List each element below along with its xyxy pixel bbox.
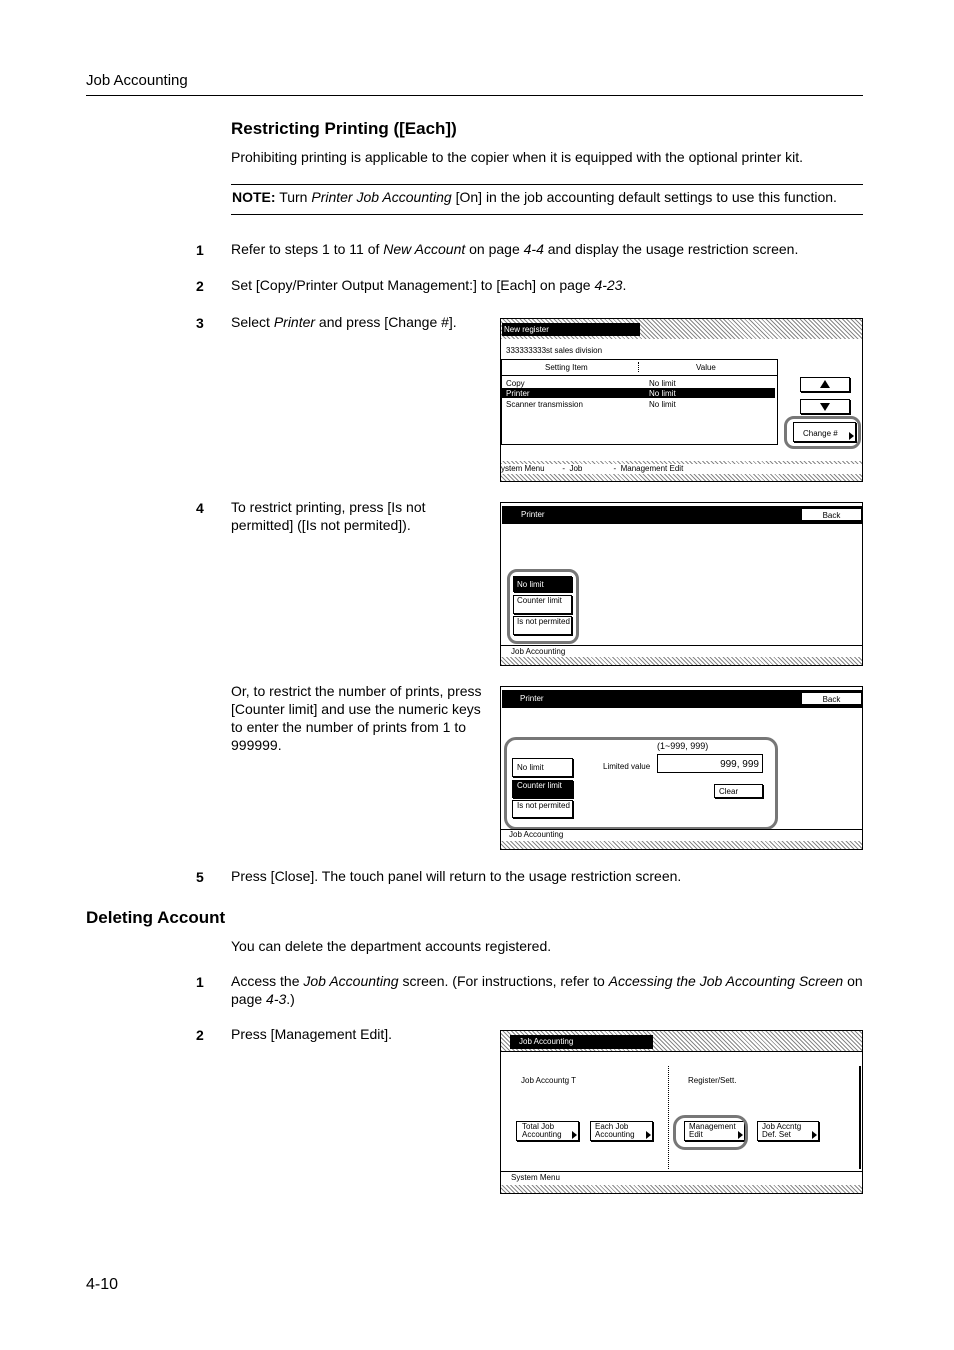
step-number: 4: [196, 500, 204, 516]
highlight-circle: [673, 1115, 748, 1150]
header-rule: [502, 375, 777, 376]
job-accounting-total-label: Job Accountg T: [521, 1076, 576, 1085]
del-step1-it3: 4-3: [266, 991, 287, 1007]
col-header-item: Setting Item: [545, 363, 588, 372]
total-job-accounting-button[interactable]: [516, 1121, 579, 1141]
step1-mid: on page: [465, 241, 524, 257]
each-job-accounting-button[interactable]: [590, 1121, 653, 1141]
col-header-value: Value: [696, 363, 716, 372]
range-hint: (1~999, 999): [657, 741, 709, 751]
highlight-circle: [784, 416, 861, 449]
no-limit-button[interactable]: No limit: [512, 758, 573, 777]
step-number: 1: [196, 974, 204, 990]
step-text: [231, 313, 491, 331]
step-number: 5: [196, 869, 204, 885]
col-divider: [638, 362, 639, 372]
step1-it2: 4-4: [523, 241, 544, 257]
page-number: 4-10: [86, 1276, 119, 1293]
highlight-circle: [507, 569, 579, 644]
row-value: No limit: [649, 400, 676, 409]
counter-limit-button[interactable]: Counter limit: [512, 780, 573, 798]
step1-it1: New Account: [383, 241, 466, 257]
is-not-permited-button[interactable]: Is not permited: [512, 800, 573, 818]
clear-button[interactable]: Clear: [714, 784, 763, 798]
selected-row[interactable]: [502, 388, 775, 398]
account-name: 333333333st sales division: [506, 346, 603, 355]
step-text: To restrict printing, press [Is not permitted] ([Is not permited]).: [231, 499, 426, 533]
restrict-intro: Prohibiting printing is applicable to the copier when it is equipped with the optional printer kit.: [231, 149, 804, 165]
limited-value-field[interactable]: 999, 999: [657, 754, 763, 773]
screen-title: New register: [502, 323, 640, 336]
section-title-restrict: Restricting Printing ([Each]): [231, 119, 457, 138]
row-value: No limit: [649, 389, 676, 398]
screen-printer-limit: [500, 502, 863, 666]
triangle-up-icon: [801, 378, 849, 391]
step-text: [231, 276, 863, 294]
title-rule: [501, 1051, 862, 1052]
scroll-up-button[interactable]: [800, 377, 850, 392]
row-value: No limit: [649, 379, 676, 388]
del-step1-it2: Accessing the Job Accounting Screen: [608, 973, 844, 989]
footer-label: Job Accounting: [509, 830, 564, 839]
screen-printer-counter: [500, 686, 863, 850]
del-step1-pre: Access the: [231, 973, 304, 989]
btn-label: Job Accntg Def. Set: [762, 1122, 802, 1139]
row-item[interactable]: Copy: [506, 379, 525, 388]
del-step1-mid: screen. (For instructions, refer to: [398, 973, 609, 989]
step2-pre: Set [Copy/Printer Output Management:] to [Each] on page: [231, 277, 595, 293]
delete-intro: You can delete the department accounts registered.: [231, 938, 552, 954]
del-step1-it1: Job Accounting: [303, 973, 399, 989]
note-post: [On] in the job accounting default settings to use this function.: [451, 189, 837, 205]
status-bar: [501, 1185, 862, 1193]
step-text: [231, 972, 863, 1008]
step-number: 2: [196, 278, 204, 294]
note-text: [232, 189, 837, 205]
section-title-delete: Deleting Account: [86, 908, 226, 927]
step2-it1: 4-23: [594, 277, 623, 293]
counter-limit-button[interactable]: Counter limit: [513, 595, 572, 614]
btn-label: Total Job Accounting: [522, 1122, 562, 1139]
step-text: [231, 240, 863, 258]
step1-post: and display the usage restriction screen.: [543, 241, 799, 257]
footer-rule: [501, 645, 862, 646]
is-not-permited-button[interactable]: Is not permited: [513, 616, 572, 635]
section-divider: [668, 1066, 669, 1169]
breadcrumb: ystem Menu - Job - Management Edit: [501, 464, 862, 474]
scroll-down-button[interactable]: [800, 399, 850, 414]
limited-value-label: Limited value: [603, 762, 651, 771]
footer-label: System Menu: [511, 1173, 560, 1182]
status-bar: [501, 841, 862, 849]
note-pre: Turn: [275, 189, 312, 205]
right-edge: [859, 1066, 861, 1169]
note-italic: Printer Job Accounting: [311, 189, 452, 205]
btn-label: Each Job Accounting: [595, 1122, 635, 1139]
triangle-down-icon: [801, 400, 849, 413]
arrow-right-icon: [572, 1131, 577, 1139]
step-text: Press [Close]. The touch panel will return to the usage restriction screen.: [231, 868, 682, 884]
no-limit-button[interactable]: No limit: [513, 576, 572, 592]
status-bar: [501, 657, 862, 665]
highlight-circle: [504, 737, 778, 830]
arrow-right-icon: [646, 1131, 651, 1139]
change-button-label: Change #: [803, 429, 838, 438]
screen-new-register: [500, 318, 863, 482]
screen-job-accounting: [500, 1030, 863, 1194]
footer-rule: [501, 1171, 862, 1172]
step-number: 2: [196, 1027, 204, 1043]
row-item[interactable]: Scanner transmission: [506, 400, 583, 409]
del-step1-mid2: on page: [231, 973, 863, 1007]
btn-label: Management Edit: [689, 1122, 736, 1139]
row-item: Printer: [506, 389, 530, 398]
footer-label: Job Accounting: [511, 647, 566, 656]
running-header: Job Accounting: [86, 72, 188, 89]
settings-table: [501, 359, 778, 445]
screen-title: Printer: [502, 506, 862, 524]
step3-pre: Select: [231, 314, 274, 330]
counter-instructions: Or, to restrict the number of prints, press [Counter limit] and use the numeric keys to enter the number of prints from 1 to 999999.: [231, 683, 482, 753]
step3-it1: Printer: [273, 314, 316, 330]
arrow-right-icon: [812, 1131, 817, 1139]
back-button[interactable]: Back: [801, 508, 862, 521]
step3-post: and press [Change #].: [315, 314, 457, 330]
register-settings-label: Register/Sett.: [688, 1076, 737, 1085]
step-text: Press [Management Edit].: [231, 1026, 393, 1042]
job-accounting-default-set-button[interactable]: [757, 1121, 819, 1141]
step-number: 1: [196, 242, 204, 258]
back-button[interactable]: Back: [801, 692, 862, 705]
note-label: NOTE:: [232, 189, 276, 205]
screen-title: Printer: [502, 690, 862, 708]
step1-pre: Refer to steps 1 to 11 of: [231, 241, 384, 257]
header-rule: [86, 95, 863, 96]
del-step1-post: .): [286, 991, 295, 1007]
screen-title: Job Accounting: [510, 1035, 653, 1049]
step2-post: .: [622, 277, 627, 293]
step-number: 3: [196, 315, 204, 331]
